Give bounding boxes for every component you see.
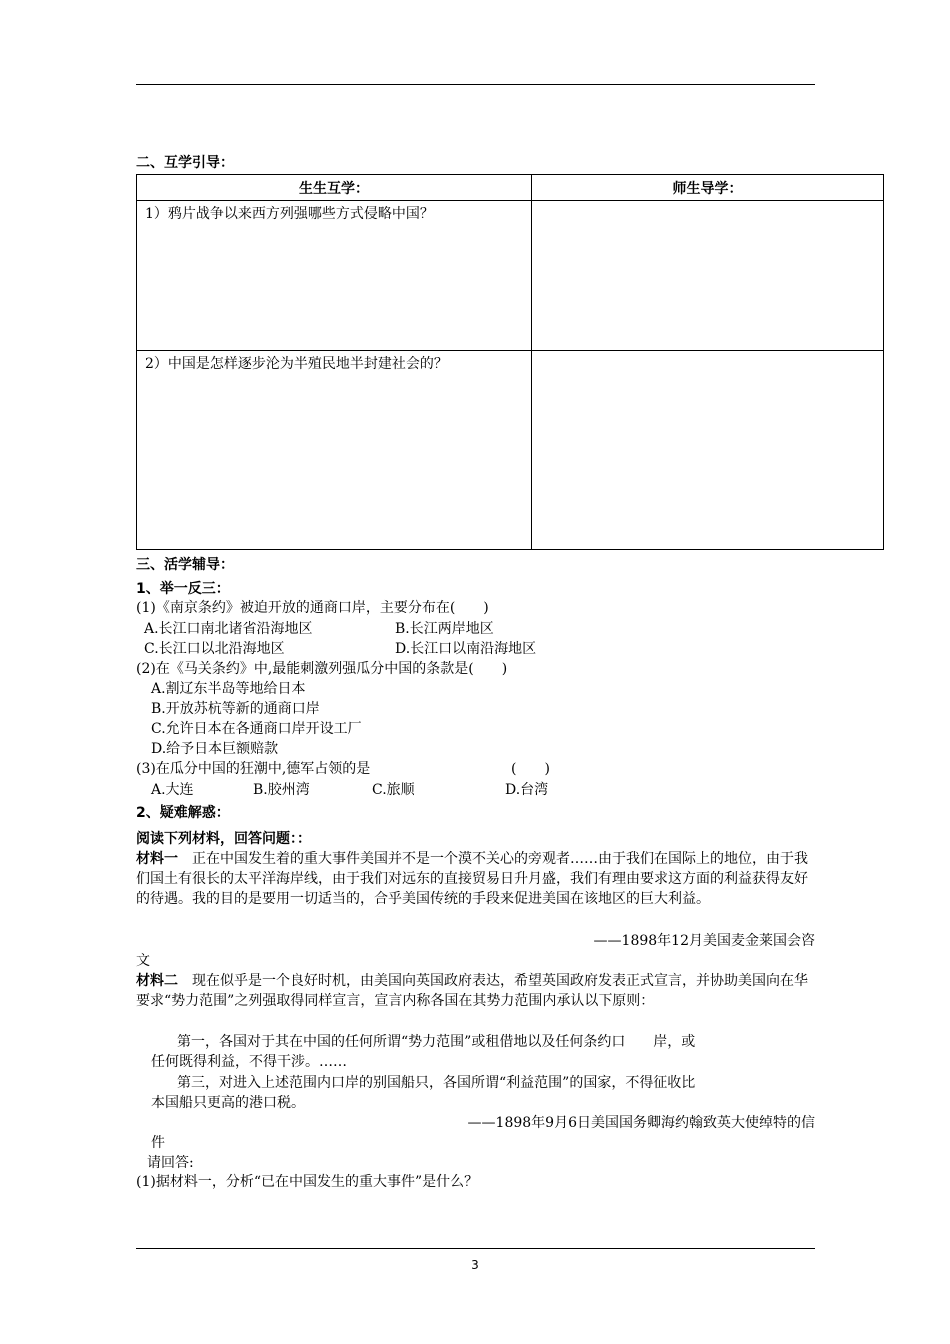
col-header-left: 生生互学： — [137, 175, 532, 201]
q2-option-c: C.允许日本在各通商口岸开设工厂 — [151, 721, 362, 737]
q2-option-d: D.给予日本巨额赔款 — [151, 741, 279, 757]
answer-cell-1[interactable] — [532, 201, 884, 351]
q1-option-d: D.长江口以南沿海地区 — [395, 641, 537, 657]
q2-stem: (2)在《马关条约》中,最能刺激列强瓜分中国的条款是( ) — [136, 661, 508, 677]
material-1-source-cont: 文 — [136, 953, 150, 969]
material-2-principle-3b: 本国船只更高的港口税。 — [151, 1095, 305, 1111]
material-1-label: 材料一 — [136, 851, 178, 867]
subheading-2: 2、疑难解惑： — [136, 805, 230, 821]
material-2-principle-1a: 第一，各国对于其在中国的任何所谓“势力范围”或租借地以及任何条约口 岸，或 — [177, 1034, 696, 1050]
question-2: 2）中国是怎样逐步沦为半殖民地半封建社会的？ — [145, 356, 448, 372]
q3-option-d: D.台湾 — [505, 782, 549, 798]
material-2-label: 材料二 — [136, 973, 178, 989]
section-heading-3: 三、活学辅导： — [136, 557, 234, 573]
material-2-source-cont: 件 — [151, 1135, 165, 1151]
q3-option-b: B.胶州湾 — [253, 782, 310, 798]
question-cell-1 — [137, 201, 532, 351]
subheading-1: 1、举一反三： — [136, 581, 230, 597]
q1-option-a: A.长江口南北诸省沿海地区 — [144, 621, 313, 637]
question-cell-2 — [137, 351, 532, 550]
question-analysis-1: (1)据材料一，分析“已在中国发生的重大事件”是什么？ — [136, 1174, 479, 1190]
answer-prompt: 请回答: — [147, 1155, 194, 1171]
material-1-source: ——1898年12月美国麦金莱国会咨 — [593, 933, 815, 949]
material-2-text: 现在似乎是一个良好时机，由美国向英国政府表达，希望英国政府发表正式宣言，并协助美国向在华要求“势力范围”之列强取得同样宣言，宣言内称各国在其势力范围内承认以下原则： — [136, 973, 808, 1009]
mutual-learning-table — [136, 174, 884, 550]
material-1-text: 正在中国发生着的重大事件美国并不是一个漠不关心的旁观者……由于我们在国际上的地位，由于我们国土有很长的太平洋海岸线，由于我们对远东的直接贸易日升月盛，我们有理由要求这方面的利益获得友好的待遇。我的目的是要用一切适当的，合乎美国传统的手段来促进美国在该地区的巨大利益。 — [136, 851, 808, 907]
q1-option-c: C.长江口以北沿海地区 — [144, 641, 285, 657]
q1-stem: (1)《南京条约》被迫开放的通商口岸，主要分布在( ) — [136, 600, 489, 616]
material-2-principle-3a: 第三，对进入上述范围内口岸的别国船只，各国所谓“利益范围”的国家，不得征收比 — [177, 1075, 696, 1091]
col-header-right: 师生导学： — [532, 175, 884, 201]
q2-option-b: B.开放苏杭等新的通商口岸 — [151, 701, 320, 717]
reading-intro: 阅读下列材料，回答问题：： — [136, 831, 311, 847]
answer-cell-2[interactable] — [532, 351, 884, 550]
page-number: 3 — [471, 1258, 479, 1272]
q3-option-a: A.大连 — [151, 782, 194, 798]
section-heading-2: 二、互学引导： — [136, 155, 234, 171]
material-2-principle-1b: 任何既得利益，不得干涉。…… — [151, 1054, 347, 1070]
q3-answer-paren: ( ) — [511, 761, 550, 777]
material-1 — [136, 849, 815, 909]
q3-option-c: C.旅顺 — [372, 782, 415, 798]
q3-stem: (3)在瓜分中国的狂潮中,德军占领的是 — [136, 761, 371, 777]
footer-rule — [136, 1248, 815, 1249]
material-2-source: ——1898年9月6日美国国务卿海约翰致英大使绰特的信 — [467, 1115, 815, 1131]
question-1: 1）鸦片战争以来西方列强哪些方式侵略中国？ — [145, 206, 434, 222]
q2-option-a: A.割辽东半岛等地给日本 — [151, 681, 306, 697]
q1-option-b: B.长江两岸地区 — [395, 621, 494, 637]
header-rule — [136, 84, 815, 85]
material-2 — [136, 971, 815, 1011]
